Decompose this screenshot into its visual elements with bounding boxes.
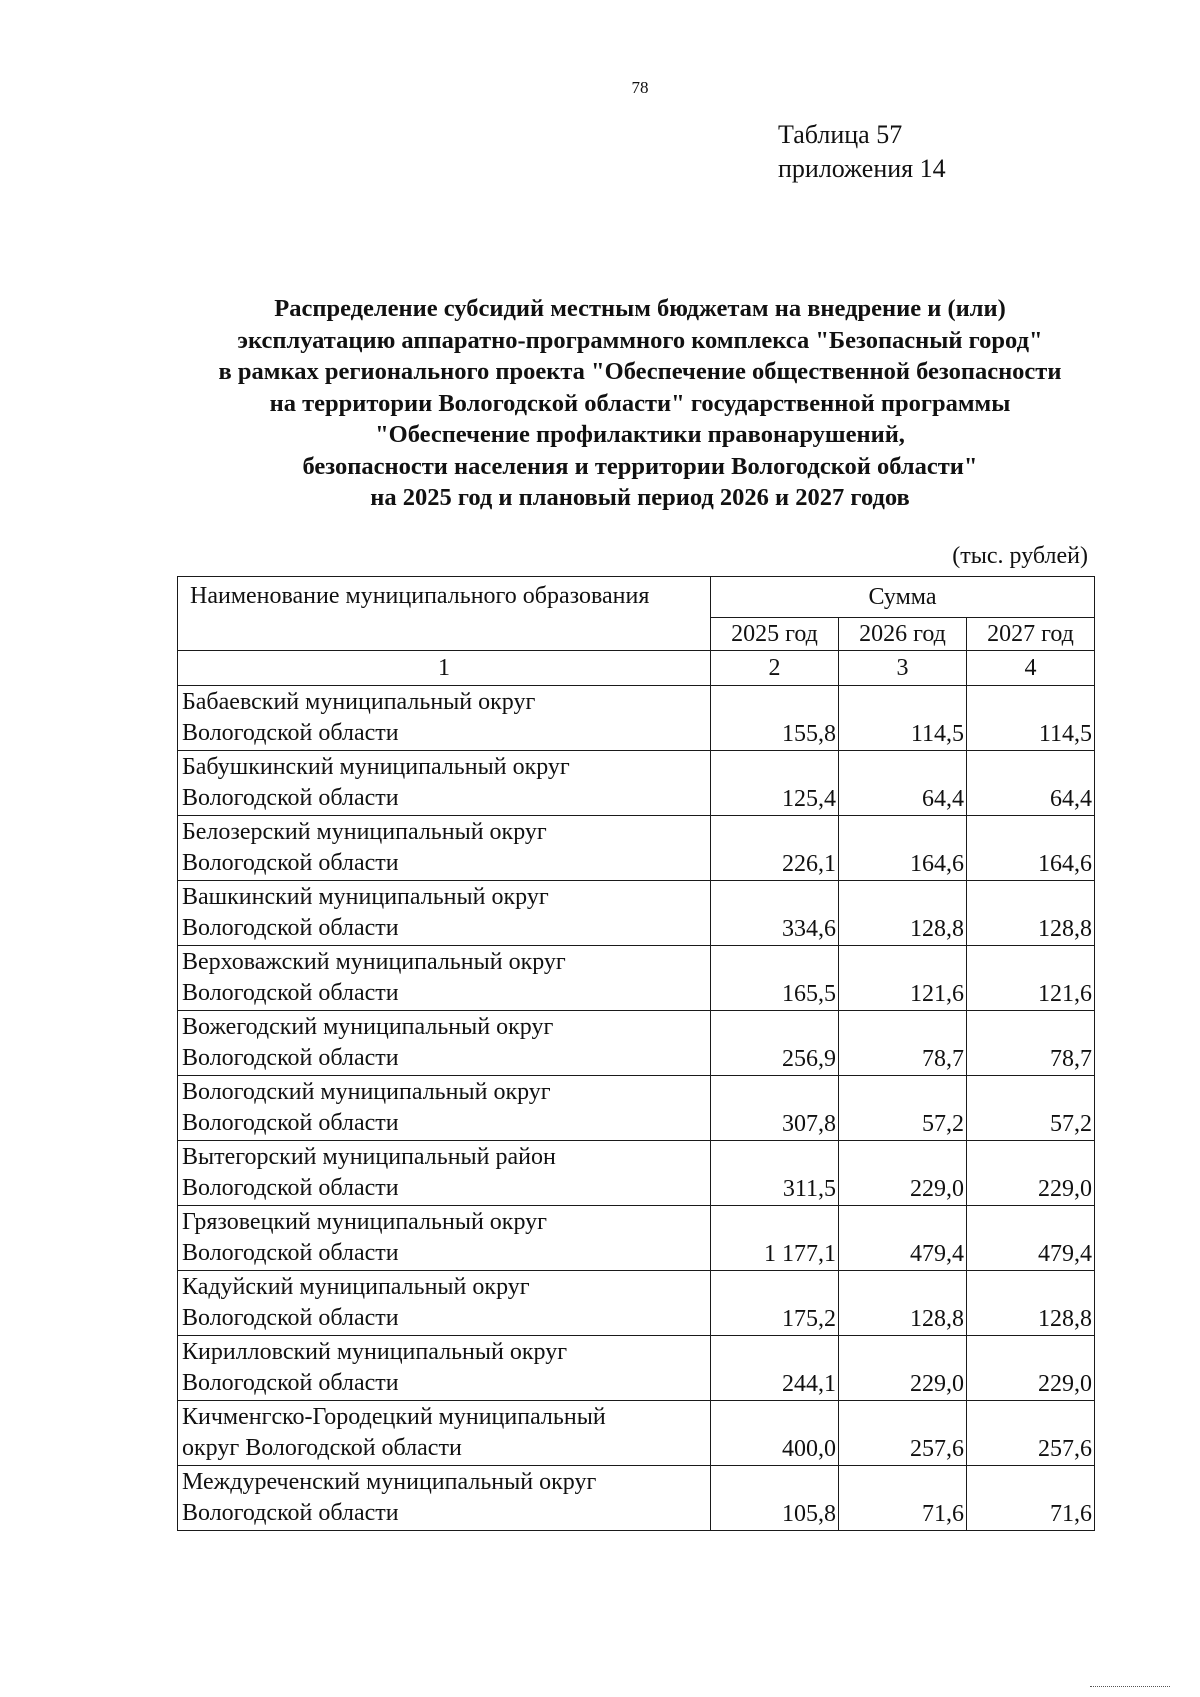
scan-artifact	[1090, 1686, 1170, 1690]
column-index: 2	[711, 651, 839, 686]
title-line: на территории Вологодской области" государственной программы	[269, 389, 1011, 417]
table-body	[178, 686, 1095, 1531]
title-line: на 2025 год и плановый период 2026 и 2027 годов	[370, 484, 910, 511]
municipality-name-line: Кичменгско-Городецкий муниципальный	[182, 1404, 606, 1430]
title-line: "Обеспечение профилактики правонарушений,	[375, 421, 905, 448]
municipality-name	[178, 686, 711, 751]
municipality-name	[178, 751, 711, 816]
municipality-name-line: Грязовецкий муниципальный округ	[182, 1209, 547, 1235]
amount-2027: 78,7	[967, 1011, 1095, 1076]
table-row	[178, 686, 1095, 751]
amount-2026: 71,6	[839, 1466, 967, 1531]
municipality-name-line: Вологодской области	[182, 1110, 399, 1136]
table-row	[178, 1141, 1095, 1206]
municipality-name	[178, 946, 711, 1011]
amount-2025: 125,4	[711, 751, 839, 816]
table-row	[178, 816, 1095, 881]
column-index: 3	[839, 651, 967, 686]
municipality-name-line: Вологодской области	[182, 1500, 399, 1526]
table-row	[178, 1011, 1095, 1076]
municipality-name	[178, 881, 711, 946]
column-index: 4	[967, 651, 1095, 686]
amount-2025: 1 177,1	[711, 1206, 839, 1271]
amount-2025: 244,1	[711, 1336, 839, 1401]
municipality-name	[178, 1206, 711, 1271]
municipality-name-line: Вологодской области	[182, 1045, 399, 1071]
municipality-name-line: Вологодской области	[182, 1370, 399, 1396]
amount-2026: 229,0	[839, 1141, 967, 1206]
amount-2027: 64,4	[967, 751, 1095, 816]
table-row	[178, 1206, 1095, 1271]
amount-2027: 229,0	[967, 1336, 1095, 1401]
municipality-name	[178, 1401, 711, 1466]
municipality-name	[178, 1076, 711, 1141]
title-line: Распределение субсидий местным бюджетам на внедрение и (или)	[274, 295, 1006, 322]
table-row	[178, 881, 1095, 946]
amount-2027: 164,6	[967, 816, 1095, 881]
amount-2025: 307,8	[711, 1076, 839, 1141]
amount-2027: 257,6	[967, 1401, 1095, 1466]
table-row	[178, 751, 1095, 816]
amount-2026: 64,4	[839, 751, 967, 816]
municipality-name-line: Вологодской области	[182, 850, 399, 876]
municipality-name-line: Вологодской области	[182, 785, 399, 811]
municipality-name-line: Верховажский муниципальный округ	[182, 949, 566, 975]
municipality-name-line: округ Вологодской области	[182, 1435, 462, 1461]
amount-2026: 257,6	[839, 1401, 967, 1466]
amount-2027: 128,8	[967, 1271, 1095, 1336]
municipality-name	[178, 1271, 711, 1336]
amount-2026: 57,2	[839, 1076, 967, 1141]
municipality-name-line: Кирилловский муниципальный округ	[182, 1339, 568, 1365]
units-label: (тыс. рублей)	[952, 543, 1088, 569]
title-line: в рамках регионального проекта "Обеспечение общественной безопасности	[218, 358, 1062, 385]
amount-2026: 479,4	[839, 1206, 967, 1271]
table-reference	[778, 118, 946, 186]
column-index: 1	[178, 651, 711, 686]
amount-2026: 229,0	[839, 1336, 967, 1401]
municipality-name-line: Вологодский муниципальный округ	[182, 1079, 551, 1105]
amount-2025: 165,5	[711, 946, 839, 1011]
amount-2025: 226,1	[711, 816, 839, 881]
header-year-2025: 2025 год	[711, 618, 839, 651]
municipality-name-line: Вологодской области	[182, 915, 399, 941]
amount-2026: 164,6	[839, 816, 967, 881]
table-row	[178, 946, 1095, 1011]
municipality-name-line: Вологодской области	[182, 980, 399, 1006]
table-row	[178, 1076, 1095, 1141]
municipality-name-line: Белозерский муниципальный округ	[182, 819, 547, 845]
table-number: Таблица 57	[778, 120, 903, 149]
municipality-name	[178, 1466, 711, 1531]
amount-2027: 121,6	[967, 946, 1095, 1011]
municipality-name	[178, 1336, 711, 1401]
amount-2026: 128,8	[839, 1271, 967, 1336]
municipality-name	[178, 816, 711, 881]
header-municipality: Наименование муниципального образования	[178, 577, 711, 651]
municipality-name	[178, 1141, 711, 1206]
amount-2026: 128,8	[839, 881, 967, 946]
amount-2027: 114,5	[967, 686, 1095, 751]
amount-2025: 256,9	[711, 1011, 839, 1076]
subsidy-table	[177, 576, 1095, 1531]
amount-2027: 57,2	[967, 1076, 1095, 1141]
municipality-name-line: Междуреченский муниципальный округ	[182, 1469, 597, 1495]
amount-2025: 400,0	[711, 1401, 839, 1466]
appendix-number: приложения 14	[778, 154, 946, 183]
document-title	[150, 293, 1130, 514]
municipality-name-line: Вологодской области	[182, 1305, 399, 1331]
title-line: эксплуатацию аппаратно-программного комплекса "Безопасный город"	[237, 326, 1043, 354]
municipality-name-line: Вожегодский муниципальный округ	[182, 1014, 554, 1040]
amount-2025: 311,5	[711, 1141, 839, 1206]
table-row	[178, 1271, 1095, 1336]
table-row	[178, 1336, 1095, 1401]
municipality-name-line: Кадуйский муниципальный округ	[182, 1274, 530, 1300]
table-row	[178, 1466, 1095, 1531]
amount-2027: 229,0	[967, 1141, 1095, 1206]
amount-2026: 78,7	[839, 1011, 967, 1076]
municipality-name-line: Вологодской области	[182, 1175, 399, 1201]
municipality-name-line: Вологодской области	[182, 1240, 399, 1266]
municipality-name-line: Вологодской области	[182, 720, 399, 746]
amount-2027: 71,6	[967, 1466, 1095, 1531]
amount-2025: 105,8	[711, 1466, 839, 1531]
header-sum: Сумма	[711, 577, 1095, 618]
amount-2025: 334,6	[711, 881, 839, 946]
amount-2027: 479,4	[967, 1206, 1095, 1271]
municipality-name	[178, 1011, 711, 1076]
table-row	[178, 1401, 1095, 1466]
amount-2026: 121,6	[839, 946, 967, 1011]
header-year-2027: 2027 год	[967, 618, 1095, 651]
municipality-name-line: Бабаевский муниципальный округ	[182, 689, 536, 715]
amount-2027: 128,8	[967, 881, 1095, 946]
amount-2025: 175,2	[711, 1271, 839, 1336]
municipality-name-line: Бабушкинский муниципальный округ	[182, 754, 570, 780]
page-number: 78	[631, 78, 649, 97]
amount-2025: 155,8	[711, 686, 839, 751]
municipality-name-line: Вытегорский муниципальный район	[182, 1144, 556, 1170]
amount-2026: 114,5	[839, 686, 967, 751]
municipality-name-line: Вашкинский муниципальный округ	[182, 884, 549, 910]
title-line: безопасности населения и территории Вологодской области"	[302, 452, 978, 480]
header-year-2026: 2026 год	[839, 618, 967, 651]
